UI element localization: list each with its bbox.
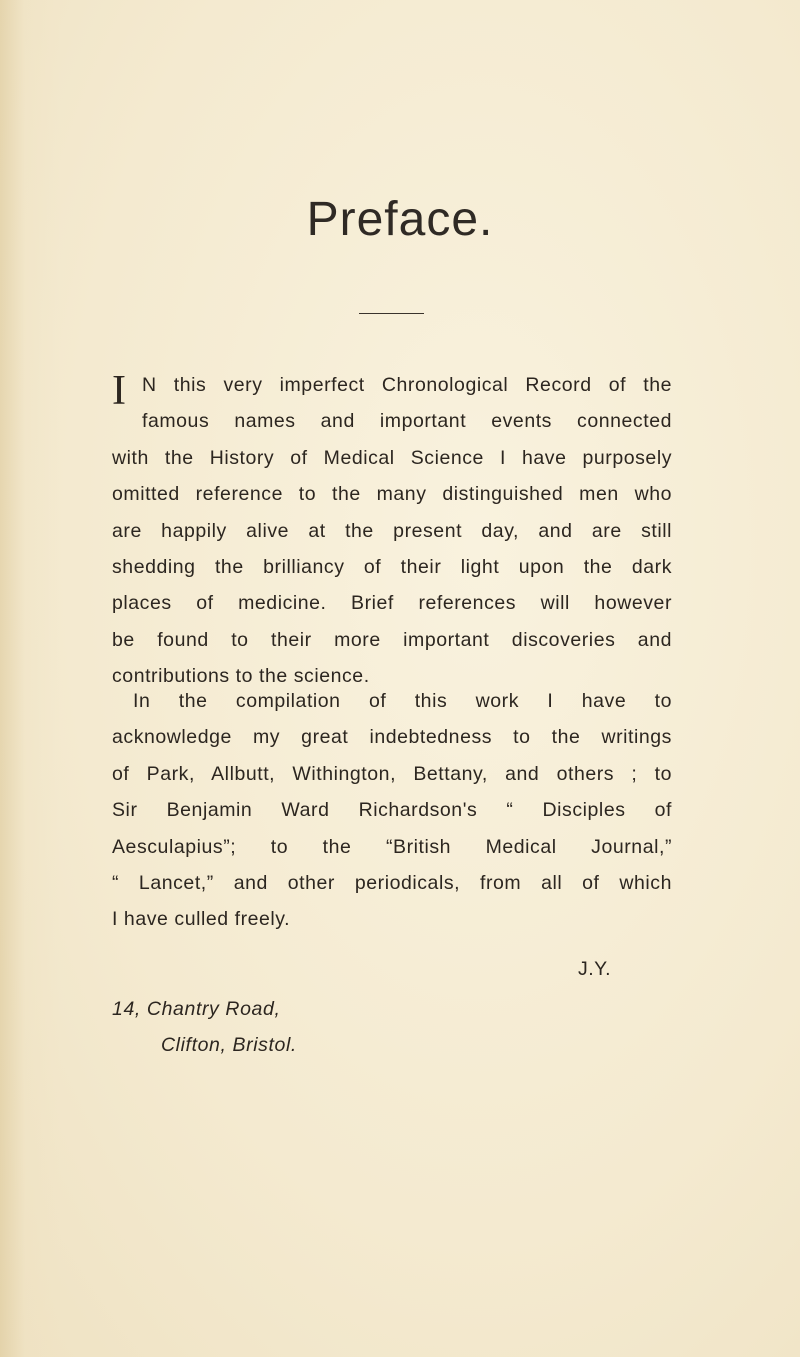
paragraph-line: N this very imperfect Chronological Record of the: [142, 374, 672, 396]
paragraph-line: omitted reference to the many distinguished men who: [112, 483, 672, 506]
paragraph-line: I have culled freely.: [112, 908, 291, 931]
paragraph-intro: [112, 367, 672, 695]
paragraph-line: with the History of Medical Science I have purposely: [112, 446, 672, 469]
paragraph-line: In the compilation of this work I have to: [133, 690, 672, 712]
paragraph-line: Sir Benjamin Ward Richardson's “ Disciples of: [112, 799, 672, 822]
paragraph-line: be found to their more important discoveries and: [112, 628, 672, 651]
paragraph-line: Aesculapius”; to the “British Medical Journal,”: [112, 835, 672, 858]
page-title: Preface.: [306, 193, 494, 246]
author-initials: J.Y.: [578, 958, 612, 980]
address-line-city: Clifton, Bristol.: [161, 1034, 297, 1056]
paragraph-line: of Park, Allbutt, Withington, Bettany, and others ; to: [112, 762, 672, 785]
paragraph-line: shedding the brilliancy of their light upon the dark: [112, 556, 672, 579]
paragraph-line: are happily alive at the present day, and are still: [112, 519, 672, 542]
address-line-street: 14, Chantry Road,: [112, 998, 281, 1020]
paragraph-acknowledgements: [112, 683, 672, 938]
paragraph-line: “ Lancet,” and other periodicals, from all of which: [112, 872, 672, 895]
paragraph-line: places of medicine. Brief references will however: [112, 592, 672, 615]
drop-cap: I: [112, 368, 126, 414]
paragraph-line: contributions to the science.: [112, 665, 370, 688]
title-rule: [359, 313, 424, 314]
paragraph-line: acknowledge my great indebtedness to the writings: [112, 726, 672, 749]
paragraph-line: famous names and important events connected: [142, 410, 672, 433]
